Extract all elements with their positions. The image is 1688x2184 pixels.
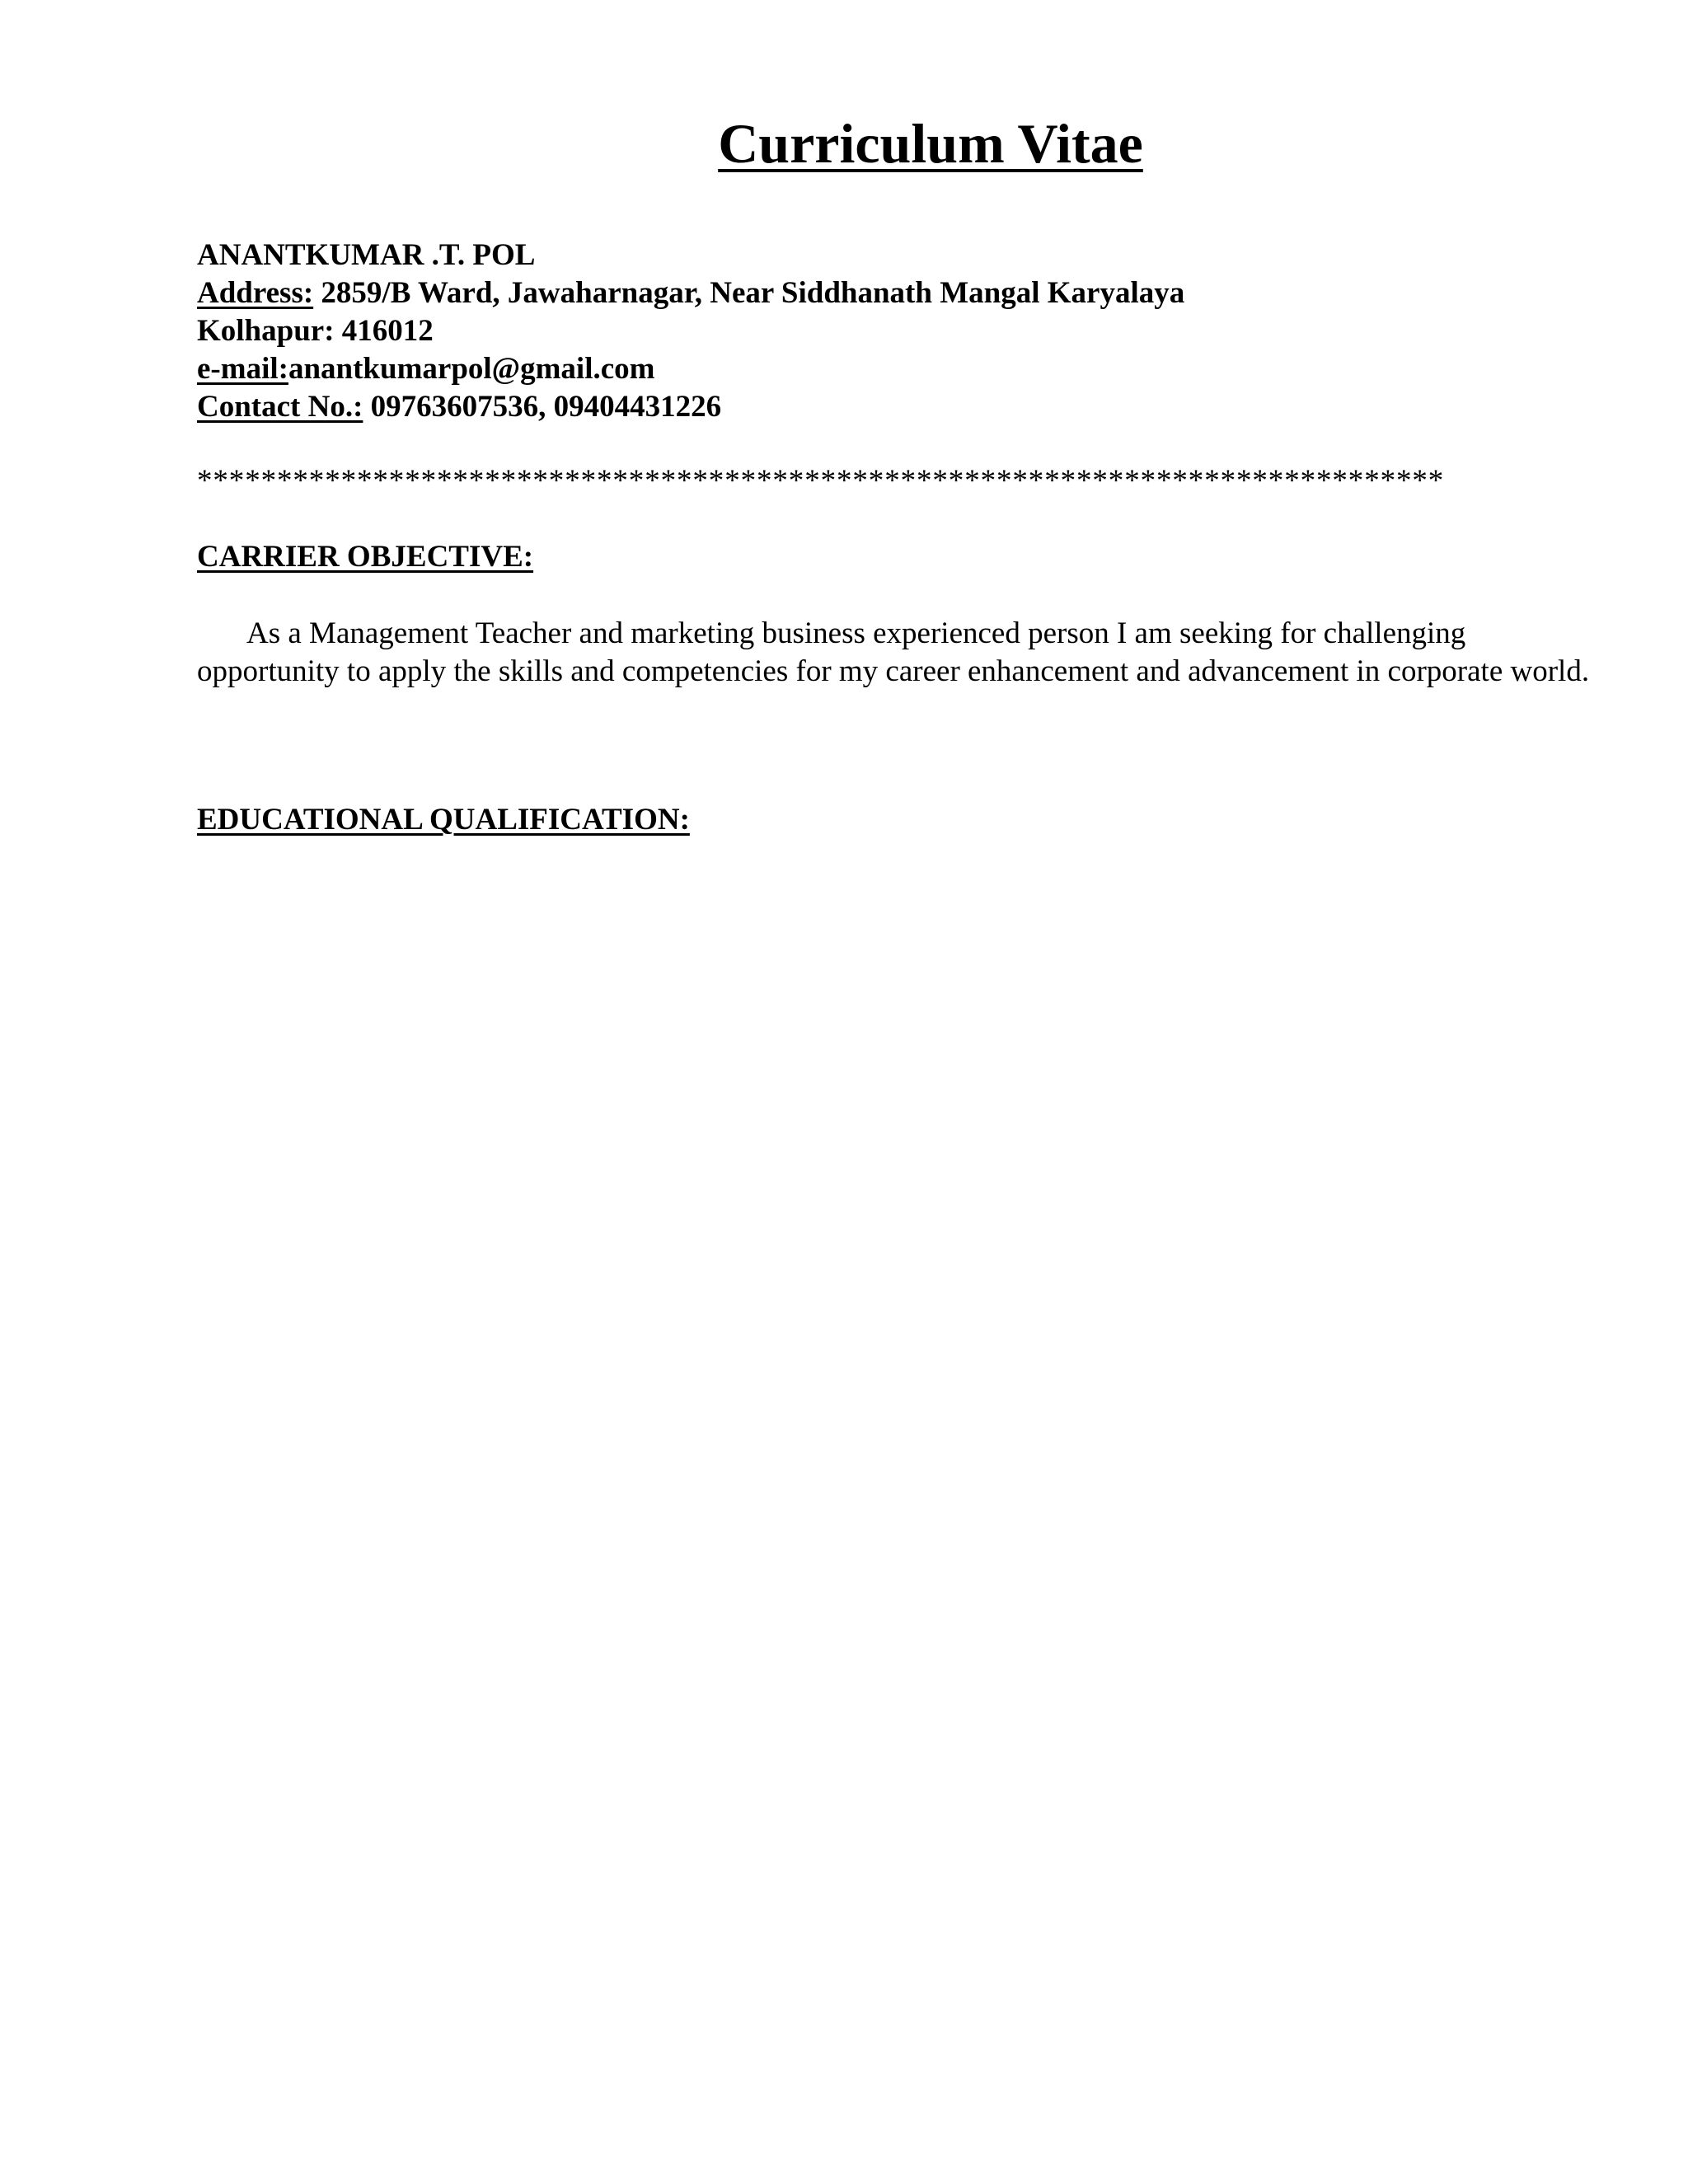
address-value: 2859/B Ward, Jawaharnagar, Near Siddhanath Mangal Karyalaya xyxy=(313,276,1185,310)
contact-label: Contact No.: xyxy=(197,390,363,424)
phone-line xyxy=(197,388,1184,426)
asterisk-separator: ****************************************************************************** xyxy=(197,464,1445,498)
email-value: anantkumarpol@gmail.com xyxy=(288,352,655,386)
contact-value: 09763607536, 09404431226 xyxy=(363,390,722,424)
email-label: e-mail: xyxy=(197,352,288,386)
address-line xyxy=(197,274,1184,312)
address-label: Address: xyxy=(197,276,314,310)
person-name: ANANTKUMAR .T. POL xyxy=(197,238,536,272)
objective-heading: CARRIER OBJECTIVE: xyxy=(197,540,534,574)
document-title: Curriculum Vitae xyxy=(718,112,1143,175)
city-line: Kolhapur: 416012 xyxy=(197,314,434,348)
contact-block xyxy=(197,237,1184,426)
email-line xyxy=(197,350,1184,388)
education-heading: EDUCATIONAL QUALIFICATION: xyxy=(197,803,690,837)
objective-text: As a Management Teacher and marketing business experienced person I am seeking for challenging opportunity to apply the skills and competencies for my career enhancement and advancement in corporate world. xyxy=(197,616,1590,688)
